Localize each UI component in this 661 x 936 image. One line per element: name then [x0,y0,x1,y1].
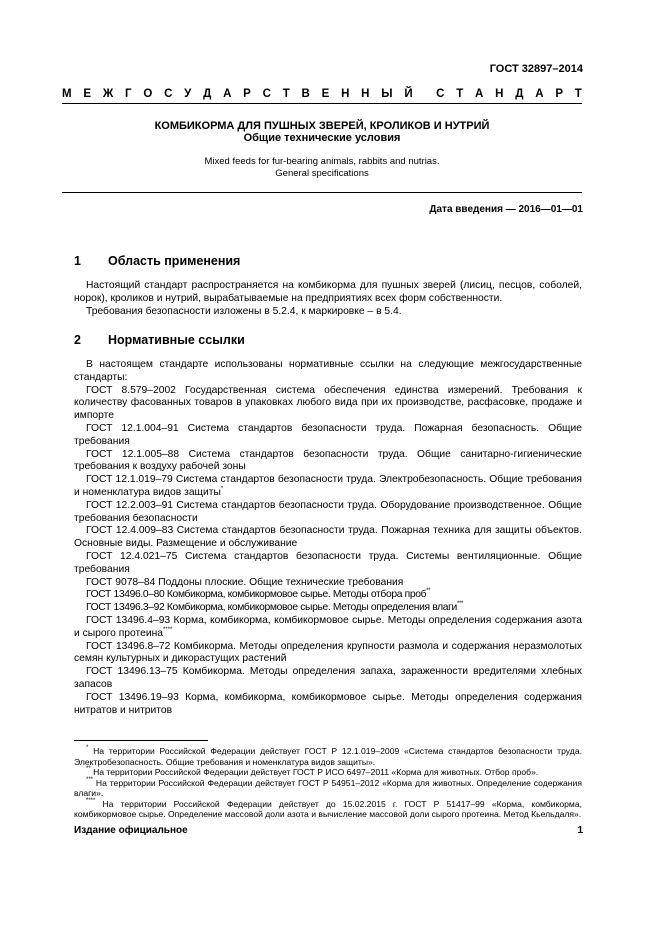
section-2-heading [74,333,245,347]
footnotes [74,746,582,820]
banner-letter: Е [321,88,330,100]
banner-letter: А [475,88,484,100]
banner-letter: А [223,88,232,100]
subtitle-en: General specifications [275,168,369,179]
banner-letter: Ж [102,88,114,100]
reference-text: ГОСТ 9078–84 Поддоны плоские. Общие технические требования [86,576,404,588]
footnote [74,778,582,799]
footnote-marker: *** [86,776,94,783]
banner-letter: Р [243,88,251,100]
header-rule [62,103,582,104]
reference-item [74,577,582,590]
footnote-marker: **** [163,626,173,633]
banner-letter: Н [341,88,350,100]
banner-letter: Н [361,88,370,100]
banner-letter: А [535,88,544,100]
interstate-standard-banner [62,88,582,100]
reference-text: ГОСТ 12.4.021–75 Система стандартов безопасности труда. Системы вентиляционные. Общие требования [74,550,582,575]
reference-item [74,423,582,449]
title-rule [62,192,582,193]
banner-letter: Г [125,88,132,100]
footnote-text: На территории Российской Федерации действует до 15.02.2015 г. ГОСТ Р 51417–99 «Корма, комбикорма, комбикормовое сырье. Определение массовой доли азота и вычисление массовой доли сырого протеина. Метод Кьельдаля». [74,798,583,819]
reference-item [74,525,582,551]
section-1-paragraph: Настоящий стандарт распространяется на комбикорма для пушных зверей (лисиц, песцов, соболей, норок), кроликов и нутрий, вырабатываемые на предприятиях всех форм собственности. [74,280,582,304]
footnote [74,746,582,767]
title-ru: КОМБИКОРМА ДЛЯ ПУШНЫХ ЗВЕРЕЙ, КРОЛИКОВ И НУТРИЙ [154,120,490,132]
section-1-title: Область применения [108,254,241,268]
reference-item [74,615,582,641]
banner-letter: Т [574,88,582,100]
section-2-title: Нормативные ссылки [108,333,245,347]
footnote [74,767,582,778]
title-en: Mixed feeds for fur-bearing animals, rabbits and nutrias. [204,156,440,167]
footnote-marker: * [220,485,224,492]
reference-item [74,474,582,500]
banner-letter: Н [495,88,504,100]
introduction-date: Дата введения — 2016—01—01 [429,204,583,215]
reference-text: ГОСТ 13496.0–80 Комбикорма, комбикормовое сырье. Методы отбора проб [86,589,427,601]
reference-item [74,666,582,692]
reference-item [74,551,582,577]
reference-text: ГОСТ 12.1.005–88 Система стандартов безопасности труда. Общие санитарно-гигиенические требования к воздуху рабочей зоны [74,448,582,473]
banner-letter: О [143,88,153,100]
section-1-body [74,280,582,318]
reference-item [74,692,582,718]
footnote-marker: * [86,745,89,751]
reference-text: ГОСТ 8.579–2002 Государственная система обеспечения единства измерений. Требования к количеству фасованных товаров в упаковках любого вида при их производстве, расфасовке, продаже и импорте [74,384,582,422]
footnote-marker: ** [86,766,91,772]
reference-item [74,500,582,526]
banner-letter: Р [555,88,563,100]
section-2-number: 2 [74,333,81,347]
banner-letter: М [62,88,72,100]
banner-letter: Ы [381,88,393,100]
reference-item [74,602,582,615]
reference-item [74,385,582,423]
reference-text: ГОСТ 13496.8–72 Комбикорма. Методы определения крупности размола и содержания неразмолотых семян культурных и дикорастущих растений [74,640,582,665]
reference-text: ГОСТ 12.4.009–83 Система стандартов безопасности труда. Пожарная техника для защиты объектов. Основные виды. Размещение и обслуживание [74,525,582,550]
section-1-heading [74,254,240,268]
reference-text: ГОСТ 13496.3–92 Комбикорма, комбикормовое сырье. Методы определения влаги [86,602,457,614]
banner-letter: Й [404,88,413,100]
page-number: 1 [577,825,583,836]
banner-letter: С [436,88,445,100]
section-1-paragraph: Требования безопасности изложены в 5.2.4, к маркировке – в 5.4. [86,305,402,317]
reference-item [74,641,582,667]
reference-text: ГОСТ 12.2.003–91 Система стандартов безопасности труда. Оборудование производственное. Общие требования безопасности [74,499,582,524]
banner-letter: В [301,88,310,100]
footnote-marker: *** [456,601,463,608]
banner-letter: Д [515,88,524,100]
banner-letter: У [184,88,192,100]
banner-letter: С [164,88,173,100]
section-2-intro: В настоящем стандарте использованы нормативные ссылки на следующие межгосударственные стандарты: [74,359,582,383]
banner-letter: С [262,88,271,100]
reference-item [74,589,582,602]
section-2-body [74,359,582,717]
footnote-text: На территории Российской Федерации действует ГОСТ Р 54951–2012 «Корма для животных. Определение содержания влаги». [74,777,582,798]
section-1-number: 1 [74,254,81,268]
footnote-text: На территории Российской Федерации действует ГОСТ Р ИСО 6497–2011 «Корма для животных. Отбор проб». [93,767,539,777]
reference-item [74,449,582,475]
banner-letter: Д [203,88,212,100]
reference-text: ГОСТ 13496.13–75 Комбикорма. Методы определения запаха, зараженности вредителями хлебных запасов [74,666,582,690]
reference-text: ГОСТ 13496.4–93 Корма, комбикорма, комбикормовое сырье. Методы определения содержания азота и сырого протеина [74,614,582,639]
banner-letter: Т [456,88,464,100]
footnote-separator [74,740,208,741]
banner-letter: Т [282,88,290,100]
footnote-text: На территории Российской Федерации действует ГОСТ Р 12.1.019–2009 «Система стандартов безопасности труда. Электробезопасность. Общие требования и номенклатура видов защиты». [74,746,582,767]
banner-letter: Е [83,88,92,100]
reference-text: ГОСТ 13496.19–93 Корма, комбикорма, комбикормовое сырье. Методы определения содержания нитратов и нитритов [74,691,582,716]
reference-text: ГОСТ 12.1.019–79 Система стандартов безопасности труда. Электробезопасность. Общие требования и номенклатура видов защиты [74,474,582,498]
standard-number: ГОСТ 32897–2014 [489,63,583,75]
official-edition-label: Издание официальное [74,825,188,836]
subtitle-ru: Общие технические условия [243,132,401,144]
footnote [74,799,582,820]
footnote-marker: **** [86,797,96,804]
reference-text: ГОСТ 12.1.004–91 Система стандартов безопасности труда. Пожарная безопасность. Общие требования [74,422,582,447]
footnote-marker: ** [426,588,431,595]
